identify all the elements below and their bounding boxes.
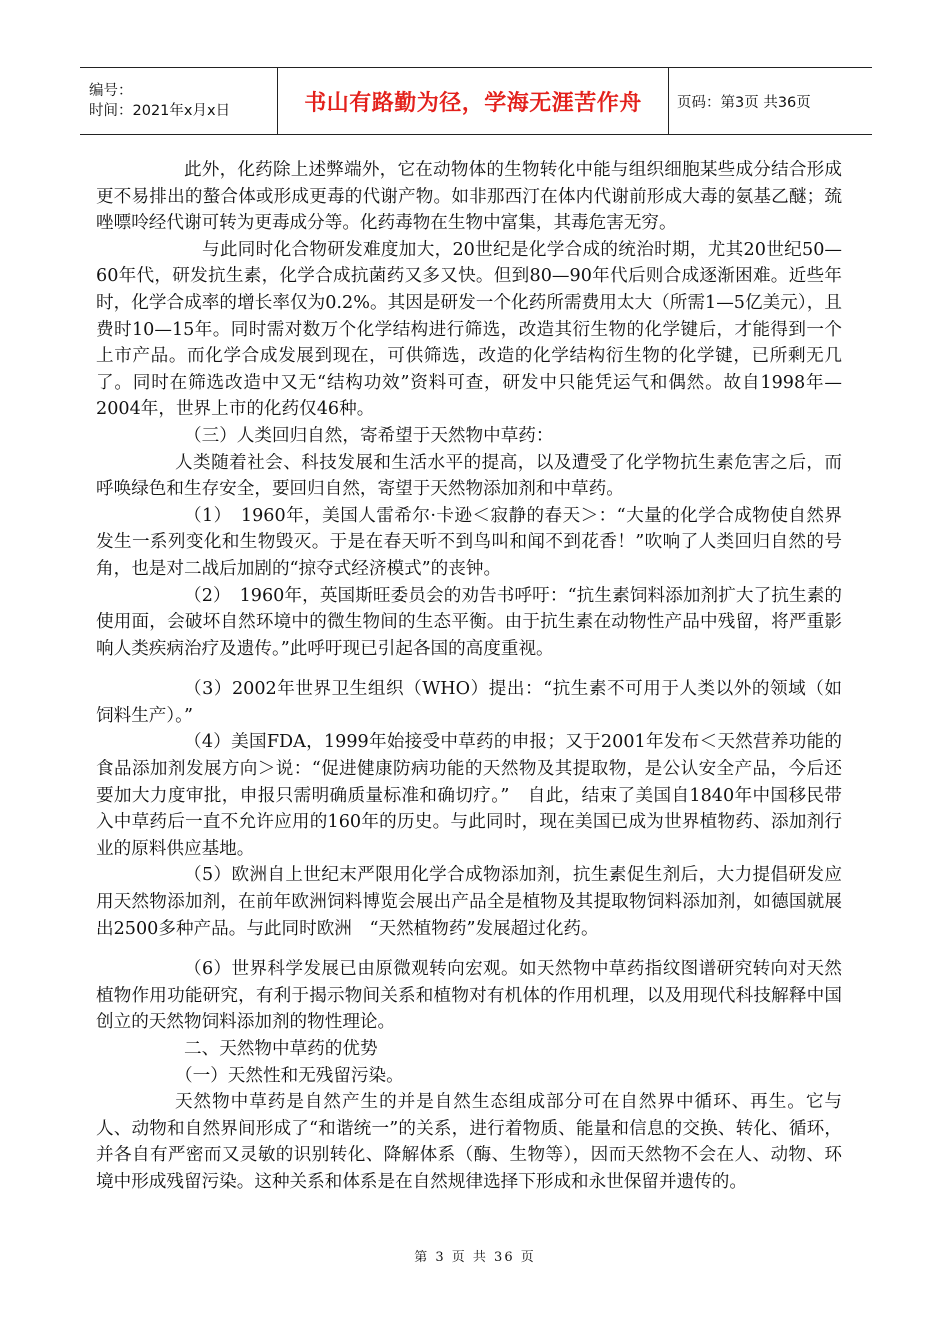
list-item-2: （2） 1960年，英国斯旺委员会的劝告书呼吁：“抗生素饲料添加剂扩大了抗生素的使用面，会破坏自然环境中的微生物间的生态平衡。由于抗生素在动物性产品中残留，将严重影响人类疾病治疗及遗传。”此呼吁现已引起各国的高度重视。 (96, 585, 842, 659)
list-item-1: （1） 1960年，美国人雷希尔·卡逊＜寂静的春天＞：“大量的化学合成物使自然界发生一系列变化和生物毁灭。于是在春天听不到鸟叫和闻不到花香！”吹响了人类回归自然的号角，也是对二战后加剧的“掠夺式经济模式”的丧钟。 (96, 505, 842, 579)
list-item-5: （5）欧洲自上世纪末严限用化学合成物添加剂，抗生素促生剂后，大力提倡研发应用天然物添加剂，在前年欧洲饲料博览会展出产品全是植物及其提取物饲料添加剂，如德国就展出2500多种产品。与此同时欧洲 “天然植物药”发展超过化药。 (96, 865, 842, 939)
page-header (80, 67, 872, 135)
list-item-6: （6）世界科学发展已由原微观转向宏观。如天然物中草药指纹图谱研究转向对天然植物作用功能研究，有利于揭示物间关系和植物对有机体的作用机理，以及用现代科技解释中国创立的天然物饲料添加剂的物性理论。 (96, 959, 842, 1033)
paragraph-rd-difficulty: 与此同时化合物研发难度加大，20世纪是化学合成的统治时期，尤其20世纪50—60年代，研发抗生素，化学合成抗菌药又多又快。但到80—90年代后则合成逐渐困难。近些年时，化学合成率的增长率仅为0.2%。其因是研发一个化药所需费用太大（所需1—5亿美元），且费时10—15年。同时需对数万个化学结构进行筛选，改造其衍生物的化学键后，才能得到一个上市产品。而化学合成发展到现在，可供筛选，改造的化学结构衍生物的化学键，已所剩无几了。同时在筛选改造中又无“结构功效”资料可查，研发中只能凭运气和偶然。故自1998年—2004年，世界上市的化药仅46种。 (96, 239, 842, 420)
document-number-label: 编号： (89, 83, 133, 99)
page-footer: 第 3 页 共 36 页 (414, 1250, 536, 1265)
header-page-info (669, 68, 872, 134)
paragraph-green-demand: 人类随着社会、科技发展和生活水平的提高，以及遭受了化学物抗生素危害之后，而呼唤绿色和生存安全，要回归自然，寄望于天然物添加剂和中草药。 (96, 452, 842, 500)
list-item-4: （4）美国FDA，1999年始接受中草药的申报；又于2001年发布＜天然营养功能的食品添加剂发展方向＞说：“促进健康防病功能的天然物及其提取物，是公认安全产品，今后还要加大力度审批，申报只需明确质量标准和确切疗。” 自此，结束了美国自1840年中国移民带入中草药后一直不允许应用的160年的历史。与此同时，现在美国已成为世界植物药、添加剂行业的原料供应基地。 (96, 732, 842, 859)
subsection-heading-natural: （一）天然性和无残留污染。 (175, 1065, 404, 1086)
paragraph-natural-cycle: 天然物中草药是自然产生的并是自然生态组成部分可在自然界中循环、再生。它与人、动物和自然界间形成了“和谐统一”的关系，进行着物质、能量和信息的交换、转化、循环，并各自有严密而又灵敏的识别转化、降解体系（酶、生物等），因而天然物不会在人、动物、环境中形成残留污染。这种关系和体系是在自然规律选择下形成和永世保留并遗传的。 (96, 1092, 842, 1192)
document-body (96, 157, 842, 1196)
page-info-text: 页码：第3页 共36页 (677, 94, 811, 111)
header-motto-cell (278, 68, 669, 134)
document-date: 时间：2021年x月x日 (89, 103, 231, 119)
header-motto: 书山有路勤为径，学海无涯苦作舟 (304, 90, 642, 116)
section-heading-advantages: 二、天然物中草药的优势 (184, 1039, 378, 1059)
header-meta (80, 68, 278, 134)
paragraph-side-effects: 此外，化药除上述弊端外，它在动物体的生物转化中能与组织细胞某些成分结合形成更不易排出的螯合体或形成更毒的代谢产物。如非那西汀在体内代谢前形成大毒的氨基乙醚；巯唑嘌呤经代谢可转为更毒成分等。化药毒物在生物中富集，其毒危害无穷。 (96, 160, 842, 234)
section-heading-return-to-nature: （三）人类回归自然，寄希望于天然物中草药： (184, 425, 554, 446)
list-item-3: （3）2002年世界卫生组织（WHO）提出：“抗生素不可用于人类以外的领域（如饲料生产）。” (96, 679, 842, 726)
